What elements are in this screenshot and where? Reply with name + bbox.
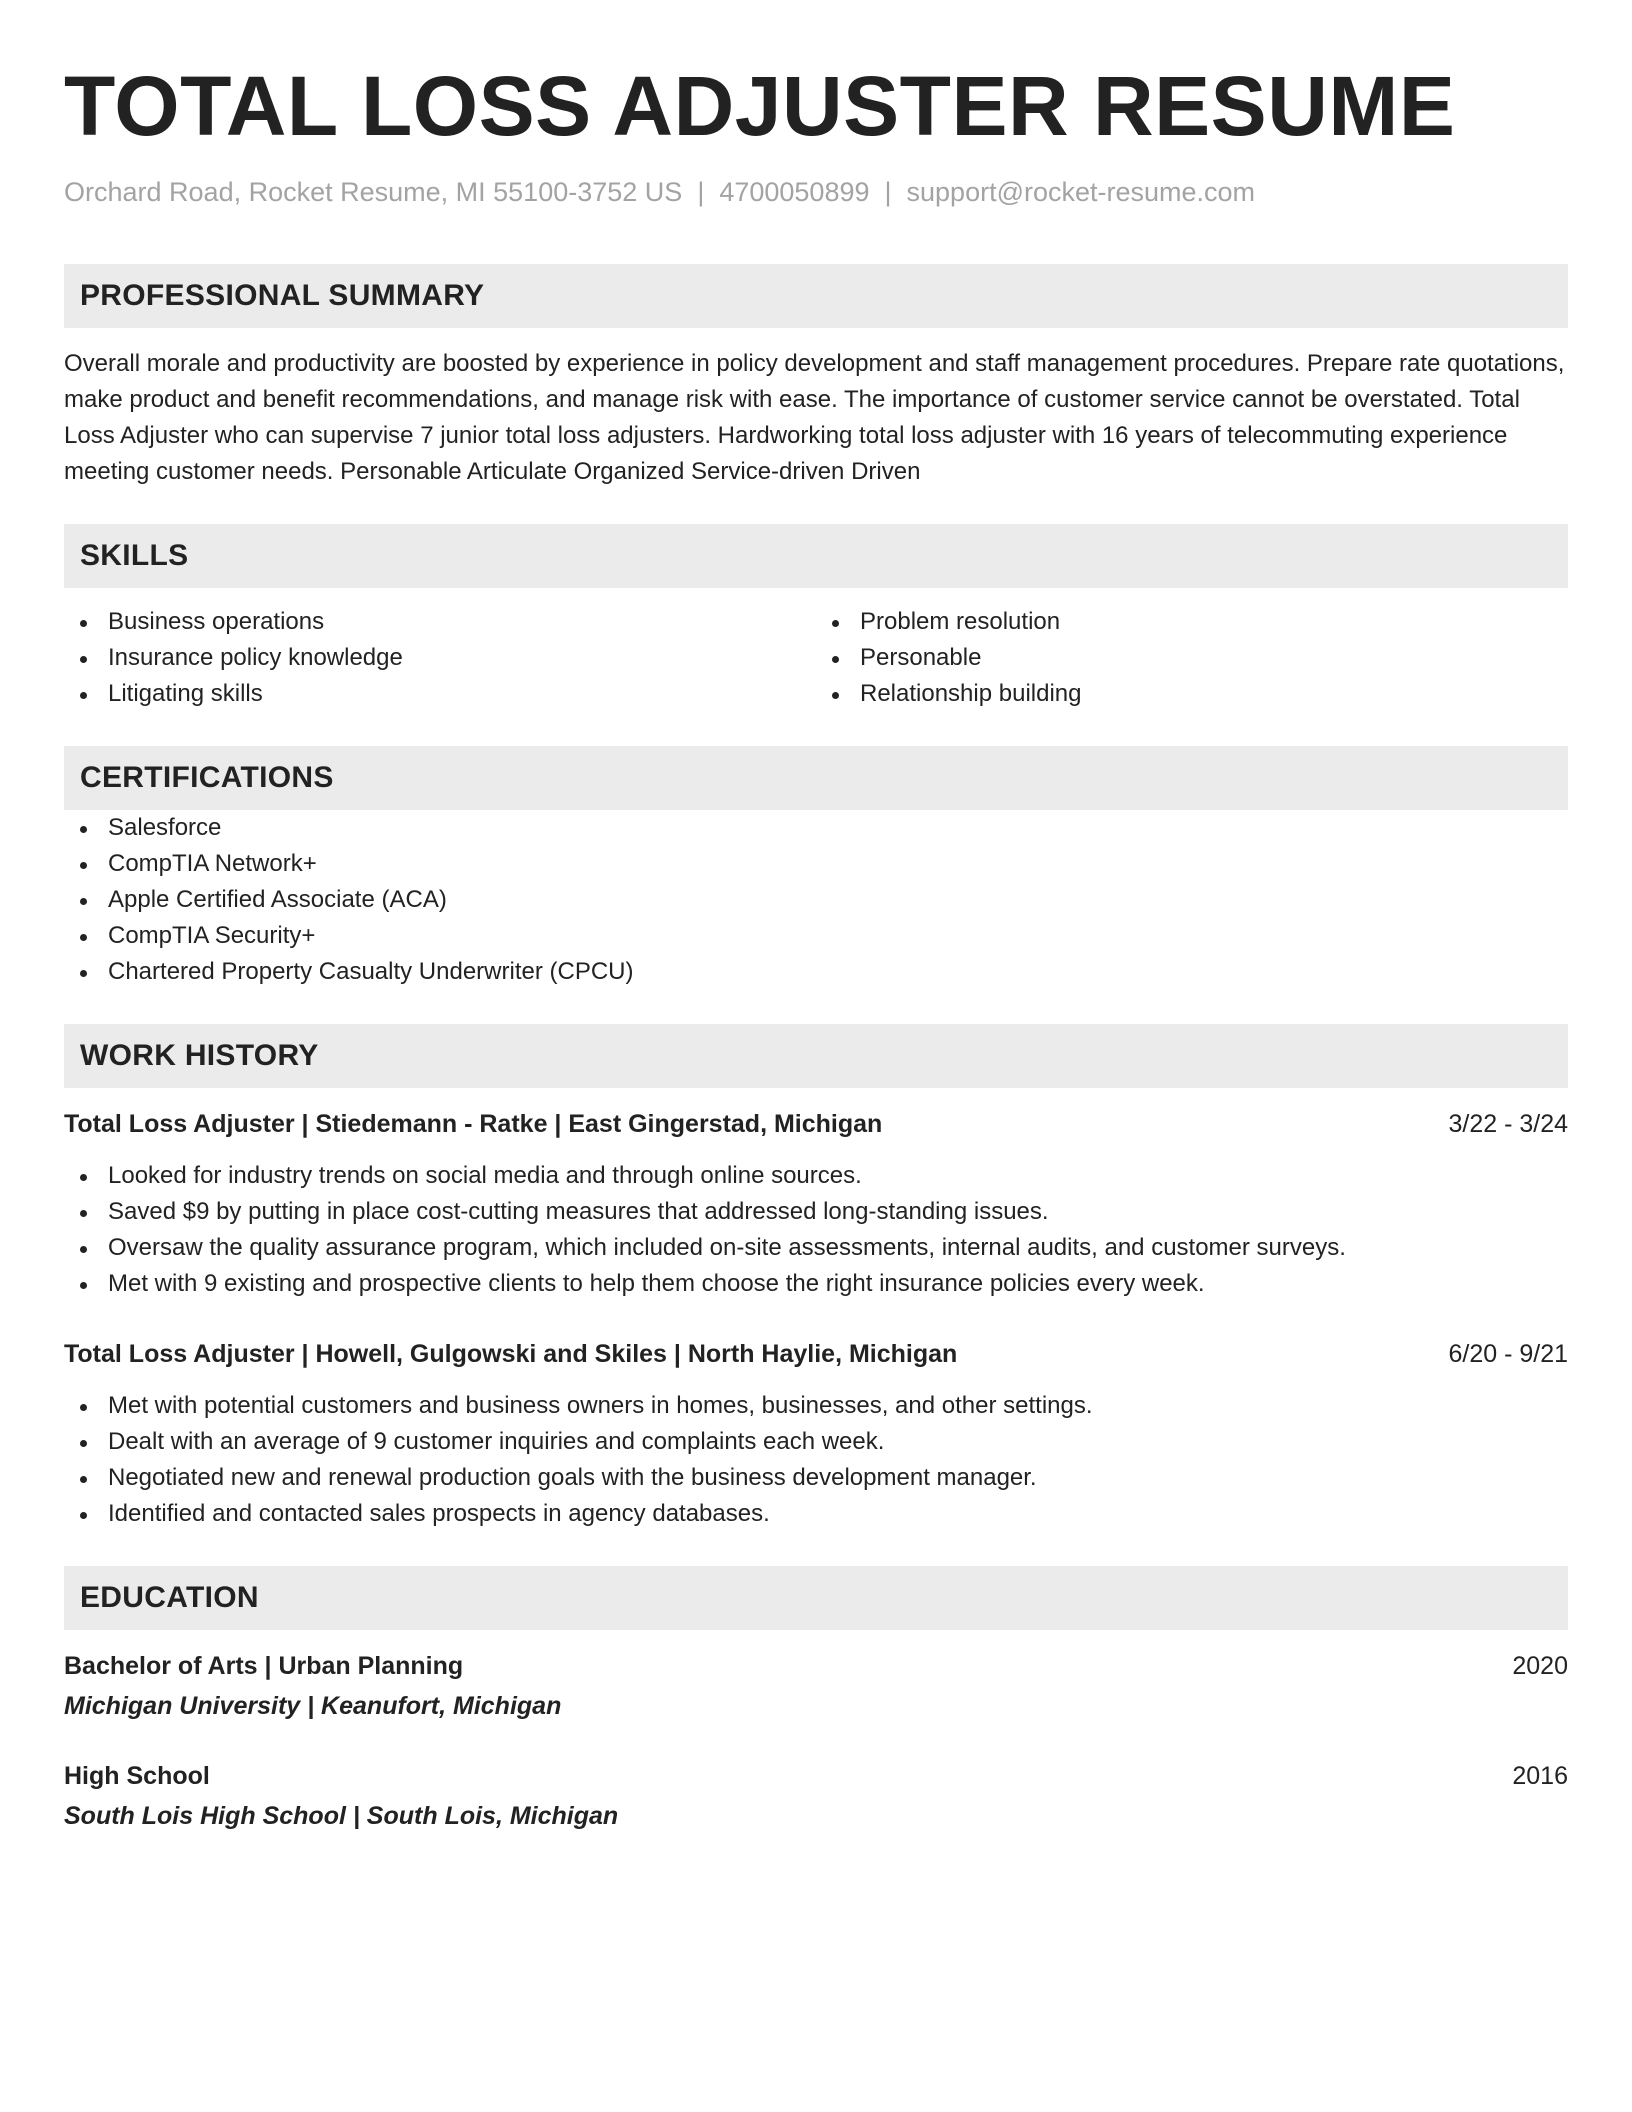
certifications-section-header — [64, 746, 1568, 810]
education-school: Michigan University | Keanufort, Michigan — [64, 1692, 562, 1720]
job-bullet: Dealt with an average of 9 customer inquiries and complaints each week. — [64, 1424, 1568, 1460]
education-year: 2020 — [1512, 1652, 1568, 1680]
skills-list-left — [64, 604, 816, 712]
certifications-heading: CERTIFICATIONS — [80, 761, 334, 794]
skills-heading: SKILLS — [80, 539, 189, 572]
skills-grid — [64, 604, 1568, 712]
summary-text: Overall morale and productivity are boosted by experience in policy development and staff management procedures. Prepare rate quotations, make product and benefit recommendations, and manage risk with ease. The importance of customer service cannot be overstated. Total Loss Adjuster who can supervise 7 junior total loss adjusters. Hardworking total loss adjuster with 16 years of telecommuting experience meeting customer needs. Personable Articulate Organized Service-driven Driven — [64, 350, 1565, 485]
job-entry — [64, 1336, 1568, 1532]
education-header-row — [64, 1648, 1568, 1684]
certification-item: Apple Certified Associate (ACA) — [64, 882, 1568, 918]
contact-separator: | — [884, 177, 892, 207]
education-degree: High School — [64, 1762, 210, 1790]
job-bullets — [64, 1158, 1568, 1302]
job-bullet: Negotiated new and renewal production goals with the business development manager. — [64, 1460, 1568, 1496]
education-section-header — [64, 1566, 1568, 1630]
job-header-row — [64, 1336, 1568, 1372]
skill-item: Litigating skills — [64, 676, 816, 712]
work-history-section-header — [64, 1024, 1568, 1088]
skill-item: Business operations — [64, 604, 816, 640]
education-entry — [64, 1648, 1568, 1724]
summary-heading: PROFESSIONAL SUMMARY — [80, 279, 485, 312]
education-degree: Bachelor of Arts | Urban Planning — [64, 1652, 464, 1680]
skill-item: Relationship building — [816, 676, 1568, 712]
contact-address: Orchard Road, Rocket Resume, MI 55100-3752 US — [64, 177, 683, 207]
certification-item: CompTIA Security+ — [64, 918, 1568, 954]
skills-list-right — [816, 604, 1568, 712]
education-heading: EDUCATION — [80, 1581, 259, 1614]
job-header-row — [64, 1106, 1568, 1142]
certification-item: Salesforce — [64, 810, 1568, 846]
job-entry — [64, 1106, 1568, 1302]
contact-phone: 4700050899 — [719, 177, 870, 207]
work-history-heading: WORK HISTORY — [80, 1039, 319, 1072]
skill-item: Insurance policy knowledge — [64, 640, 816, 676]
job-dates: 3/22 - 3/24 — [1448, 1110, 1568, 1138]
education-year: 2016 — [1512, 1762, 1568, 1790]
resume-title: TOTAL LOSS ADJUSTER RESUME — [64, 59, 1456, 153]
certifications-list — [64, 810, 1568, 990]
job-bullet: Met with potential customers and business owners in homes, businesses, and other settings. — [64, 1388, 1568, 1424]
contact-line — [64, 174, 1568, 210]
job-title: Total Loss Adjuster | Stiedemann - Ratke | East Gingerstad, Michigan — [64, 1110, 883, 1138]
contact-email: support@rocket-resume.com — [906, 177, 1256, 207]
skills-column-left — [64, 604, 816, 712]
job-bullet: Saved $9 by putting in place cost-cutting measures that addressed long-standing issues. — [64, 1194, 1568, 1230]
education-school: South Lois High School | South Lois, Michigan — [64, 1802, 619, 1830]
job-bullet: Looked for industry trends on social media and through online sources. — [64, 1158, 1568, 1194]
summary-section-header — [64, 264, 1568, 328]
education-entry — [64, 1758, 1568, 1834]
contact-separator: | — [697, 177, 705, 207]
skill-item: Personable — [816, 640, 1568, 676]
certification-item: CompTIA Network+ — [64, 846, 1568, 882]
skills-column-right — [816, 604, 1568, 712]
certification-item: Chartered Property Casualty Underwriter (CPCU) — [64, 954, 1568, 990]
skills-section-header — [64, 524, 1568, 588]
job-bullet: Identified and contacted sales prospects in agency databases. — [64, 1496, 1568, 1532]
job-bullet: Met with 9 existing and prospective clients to help them choose the right insurance policies every week. — [64, 1266, 1568, 1302]
education-header-row — [64, 1758, 1568, 1794]
job-title: Total Loss Adjuster | Howell, Gulgowski and Skiles | North Haylie, Michigan — [64, 1340, 958, 1368]
job-bullet: Oversaw the quality assurance program, which included on-site assessments, internal audits, and customer surveys. — [64, 1230, 1568, 1266]
job-bullets — [64, 1388, 1568, 1532]
job-dates: 6/20 - 9/21 — [1448, 1340, 1568, 1368]
skill-item: Problem resolution — [816, 604, 1568, 640]
